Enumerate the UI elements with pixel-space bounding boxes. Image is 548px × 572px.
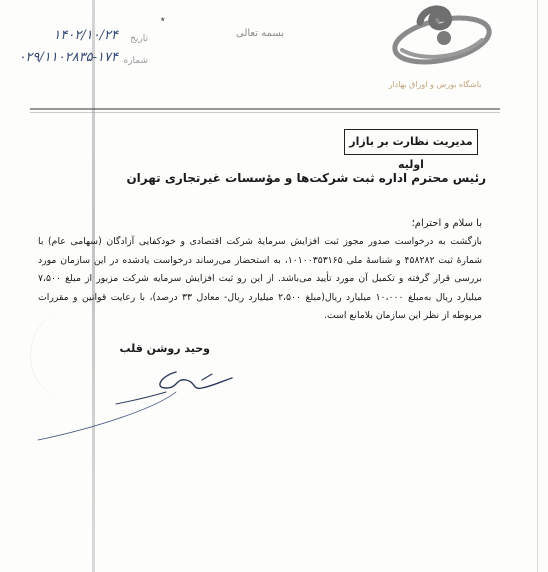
signer-name: وحید روشن قلب — [119, 342, 210, 355]
number-label: شماره — [123, 56, 148, 66]
date-value: ۱۴۰۲/۱۰/۲۴ — [53, 28, 118, 43]
organization-logo-icon — [382, 0, 497, 75]
handwritten-signature — [26, 358, 266, 448]
department-label: مدیریت نظارت بر بازار اولیه — [344, 129, 478, 155]
number-row — [18, 50, 148, 72]
letter-meta — [18, 28, 148, 72]
letter-body: بازگشت به درخواست صدور مجوز ثبت افزایش سرمایهٔ شرکت اقتصادی و خودکفایی آزادگان (سهامی عام) با شمارهٔ ثبت ۴۵۸۲۸۲ و شناسهٔ ملی ۱۰۱۰۰۳۵۳۱۶۵، به استحضار می‌رساند درخواست یادشده در این سازمان مورد بررسی قرار گرفته و تکمیل آن مورد تأیید می‌باشد. از این رو ثبت افزایش سرمایه شرکت مزبور از مبلغ ۷،۵۰۰ میلیارد ریال به‌مبلغ ۱۰،۰۰۰ میلیارد ریال(مبلغ ۲،۵۰۰ میلیارد ریال- معادل ۳۳ درصد)، با رعایت قوانین و مقررات مربوطه از نظر این سازمان بلامانع است. — [38, 236, 482, 321]
header-divider — [30, 108, 500, 110]
number-value: ۰۲۹/۱۱۰۲۸۳۵-۱۷۴ — [18, 50, 118, 65]
bismillah-heading: بسمه تعالی — [236, 28, 285, 39]
logo-caption: باشگاه بورس و اوراق بهادار — [388, 80, 482, 89]
date-row — [18, 28, 148, 50]
greeting: با سلام و احترام؛ — [411, 218, 482, 229]
recipient-line: رئیس محترم اداره ثبت شرکت‌ها و مؤسسات غیرتجاری تهران — [126, 171, 486, 185]
date-label: تاریخ — [130, 34, 148, 44]
stamp-mark: ٭ — [160, 14, 166, 25]
header-divider-thin — [30, 112, 500, 113]
scan-edge-line — [537, 0, 538, 572]
